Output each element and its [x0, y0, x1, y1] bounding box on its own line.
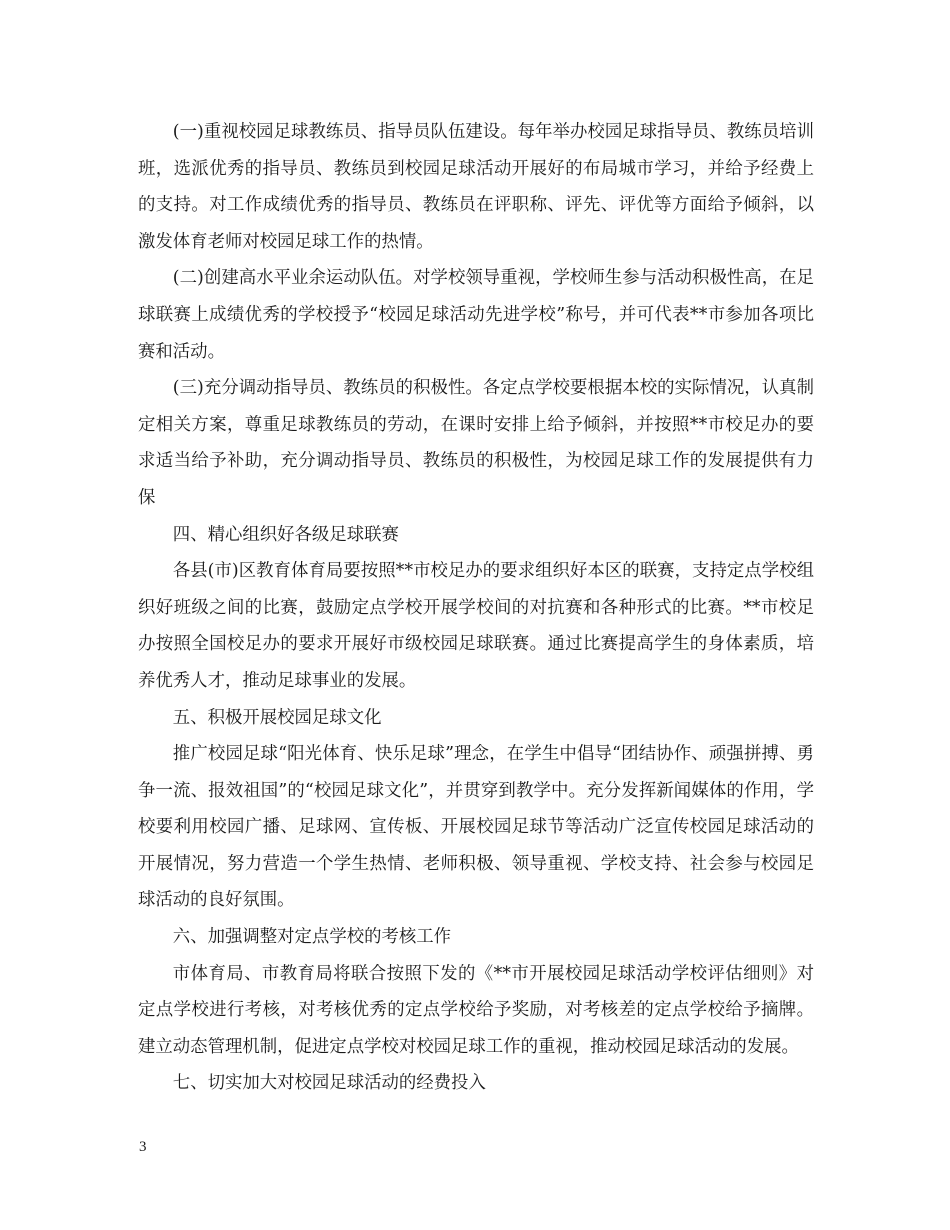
- page-number: 3: [139, 1139, 147, 1155]
- paragraph-assessment: 市体育局、市教育局将联合按照下发的《**市开展校园足球活动学校评估细则》对定点学校进行考核，对考核优秀的定点学校给予奖励，对考核差的定点学校给予摘牌。建立动态管理机制，促进定点学校对校园足球工作的重视，推动校园足球活动的发展。: [138, 963, 814, 1057]
- document-body: [138, 114, 814, 1102]
- section-heading-funding: 七、切实加大对校园足球活动的经费投入: [172, 1073, 486, 1094]
- section-heading-leagues: 四、精心组织好各级足球联赛: [172, 524, 399, 545]
- paragraph-amateur-team: (二)创建高水平业余运动队伍。对学校领导重视，学校师生参与活动积极性高，在足球联赛上成绩优秀的学校授予“校园足球活动先进学校”称号，并可代表**市参加各项比赛和活动。: [138, 268, 814, 362]
- section-heading-culture: 五、积极开展校园足球文化: [172, 707, 382, 728]
- section-heading-assessment: 六、加强调整对定点学校的考核工作: [172, 927, 452, 948]
- paragraph-coach-team-building: (一)重视校园足球教练员、指导员队伍建设。每年举办校园足球指导员、教练员培训班，选派优秀的指导员、教练员到校园足球活动开展好的布局城市学习，并给予经费上的支持。对工作成绩优秀的指导员、教练员在评职称、评先、评优等方面给予倾斜，以激发体育老师对校园足球工作的热情。: [138, 122, 814, 252]
- paragraph-leagues: 各县(市)区教育体育局要按照**市校足办的要求组织好本区的联赛，支持定点学校组织好班级之间的比赛，鼓励定点学校开展学校间的对抗赛和各种形式的比赛。**市校足办按照全国校足办的要求开展好市级校园足球联赛。通过比赛提高学生的身体素质，培养优秀人才，推动足球事业的发展。: [138, 561, 814, 691]
- paragraph-culture: 推广校园足球“阳光体育、快乐足球”理念，在学生中倡导“团结协作、顽强拼搏、勇争一流、报效祖国”的“校园足球文化”，并贯穿到教学中。充分发挥新闻媒体的作用，学校要利用校园广播、足球网、宣传板、开展校园足球节等活动广泛宣传校园足球活动的开展情况，努力营造一个学生热情、老师积极、领导重视、学校支持、社会参与校园足球活动的良好氛围。: [138, 744, 814, 911]
- paragraph-coach-motivation: (三)充分调动指导员、教练员的积极性。各定点学校要根据本校的实际情况，认真制定相关方案，尊重足球教练员的劳动，在课时安排上给予倾斜，并按照**市校足办的要求适当给予补助，充分调动指导员、教练员的积极性，为校园足球工作的发展提供有力保: [138, 378, 814, 508]
